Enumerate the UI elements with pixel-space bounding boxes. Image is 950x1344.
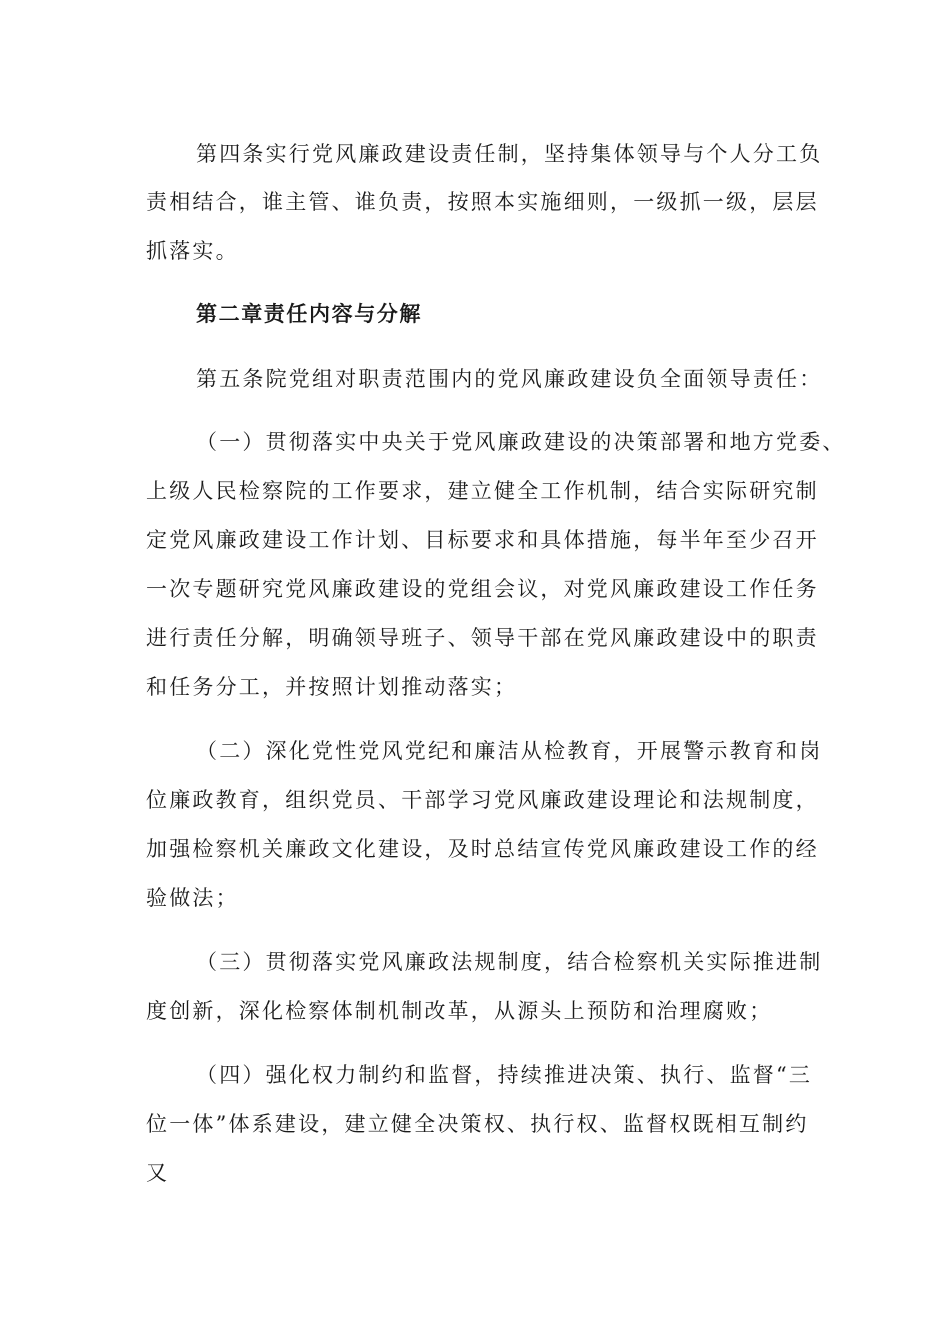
item1-line-4: 一次专题研究党风廉政建设的党组会议，对党风廉政建设工作任务 — [146, 577, 819, 601]
item1-line-2: 上级人民检察院的工作要求，建立健全工作机制，结合实际研究制 — [146, 479, 819, 503]
item3-line-1: （三）贯彻落实党风廉政法规制度，结合检察机关实际推进制 — [196, 950, 823, 974]
article4-line-1: 第四条实行党风廉政建设责任制，坚持集体领导与个人分工负 — [196, 142, 823, 166]
article4-line-3: 抓落实。 — [146, 239, 239, 263]
item2-line-4: 验做法； — [146, 886, 239, 910]
item1-line-3: 定党风廉政建设工作计划、目标要求和具体措施，每半年至少召开 — [146, 528, 819, 552]
item4-line-3: 又 — [146, 1161, 170, 1185]
item1-line-6: 和任务分工，并按照计划推动落实； — [146, 675, 518, 699]
article5-intro: 第五条院党组对职责范围内的党风廉政建设负全面领导责任： — [196, 367, 823, 391]
item1-line-5: 进行责任分解，明确领导班子、领导干部在党风廉政建设中的职责 — [146, 626, 819, 650]
item3-line-2: 度创新，深化检察体制机制改革，从源头上预防和治理腐败； — [146, 999, 773, 1023]
item2-line-1: （二）深化党性党风党纪和廉洁从检教育，开展警示教育和岗 — [196, 739, 823, 763]
item2-line-3: 加强检察机关廉政文化建设，及时总结宣传党风廉政建设工作的经 — [146, 837, 819, 861]
item1-line-1: （一）贯彻落实中央关于党风廉政建设的决策部署和地方党委、 — [196, 430, 846, 454]
item4-line-2: 位一体”体系建设，建立健全决策权、执行权、监督权既相互制约 — [146, 1112, 809, 1136]
article4-line-2: 责相结合，谁主管、谁负责，按照本实施细则，一级抓一级，层层 — [146, 190, 819, 214]
item4-line-1: （四）强化权力制约和监督，持续推进决策、执行、监督“三 — [196, 1063, 813, 1087]
item2-line-2: 位廉政教育，组织党员、干部学习党风廉政建设理论和法规制度， — [146, 788, 819, 812]
chapter-heading: 第二章责任内容与分解 — [196, 302, 422, 326]
